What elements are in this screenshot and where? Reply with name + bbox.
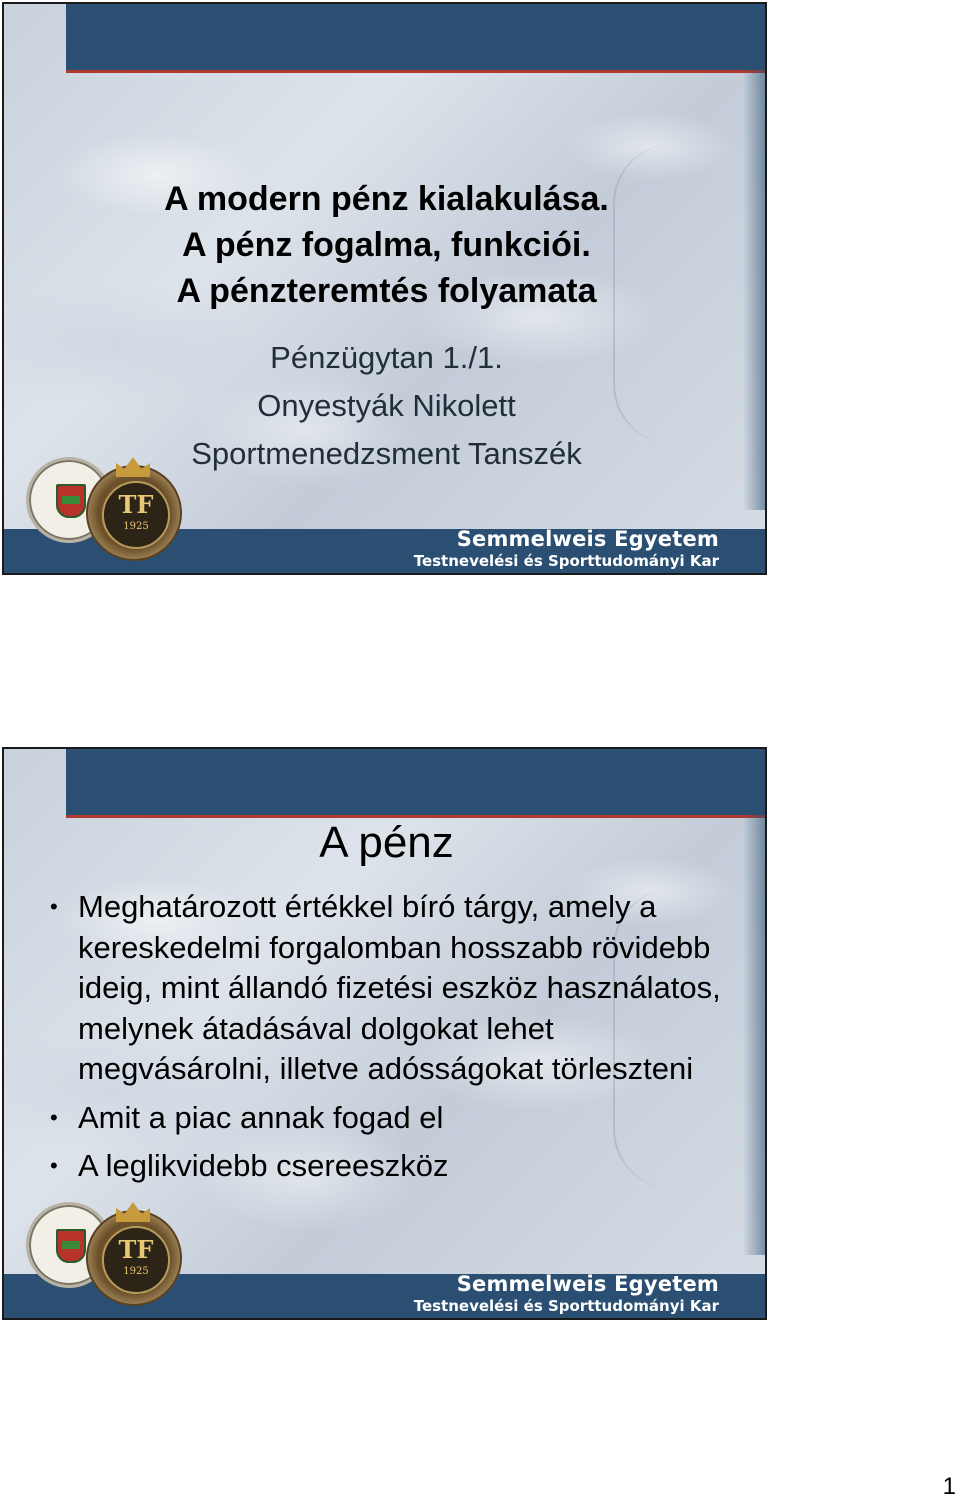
tf-1925-logo: [86, 1210, 182, 1306]
author-name: Onyestyák Nikolett: [257, 388, 516, 423]
tf-logo-year: 1925: [123, 1266, 149, 1277]
tf-logo-text: TF: [118, 1235, 154, 1264]
bullet-item: • Amit a piac annak fogad el: [44, 1098, 744, 1139]
shield-icon: [56, 484, 86, 518]
bullet-item: • A leglikvidebb csereeszköz: [44, 1146, 744, 1187]
bullet-list: [44, 887, 744, 1195]
course-code: Pénzügytan 1./1.: [270, 340, 503, 375]
title-line: A pénzteremtés folyamata: [176, 272, 597, 310]
slide-title: A pénz: [319, 818, 454, 867]
department-name: Sportmenedzsment Tanszék: [191, 436, 582, 471]
shield-icon: [56, 1229, 86, 1263]
slide-2: [2, 747, 767, 1320]
university-name: Semmelweis Egyetem: [456, 1272, 719, 1296]
title-line: A pénz fogalma, funkciói.: [182, 226, 591, 264]
slide-1: [2, 2, 767, 575]
crown-icon: [116, 1202, 150, 1222]
university-name: Semmelweis Egyetem: [456, 527, 719, 551]
slide-subtitle: [4, 334, 767, 478]
title-line: A modern pénz kialakulása.: [164, 180, 609, 218]
tf-logo-text: TF: [118, 490, 154, 519]
faculty-name: Testnevelési és Sporttudományi Kar: [413, 1297, 719, 1315]
tf-logo-center: [102, 1226, 170, 1294]
side-band: [743, 815, 765, 1255]
page-number: 1: [942, 1473, 956, 1500]
faculty-name: Testnevelési és Sporttudományi Kar: [413, 552, 719, 570]
title-band: [66, 749, 767, 818]
tf-1925-logo: [86, 465, 182, 561]
bullet-item: • Meghatározott értékkel bíró tárgy, amely a kereskedelmi forgalomban hosszabb rövidebb ideig, mint állandó fizetési eszköz használatos, melynek átadásával dolgokat lehet megvásárolni, illetve adósságokat törleszteni: [44, 887, 744, 1090]
title-band: [66, 4, 767, 73]
tf-logo-center: [102, 481, 170, 549]
tf-logo-year: 1925: [123, 521, 149, 532]
slide-title: [4, 176, 767, 314]
